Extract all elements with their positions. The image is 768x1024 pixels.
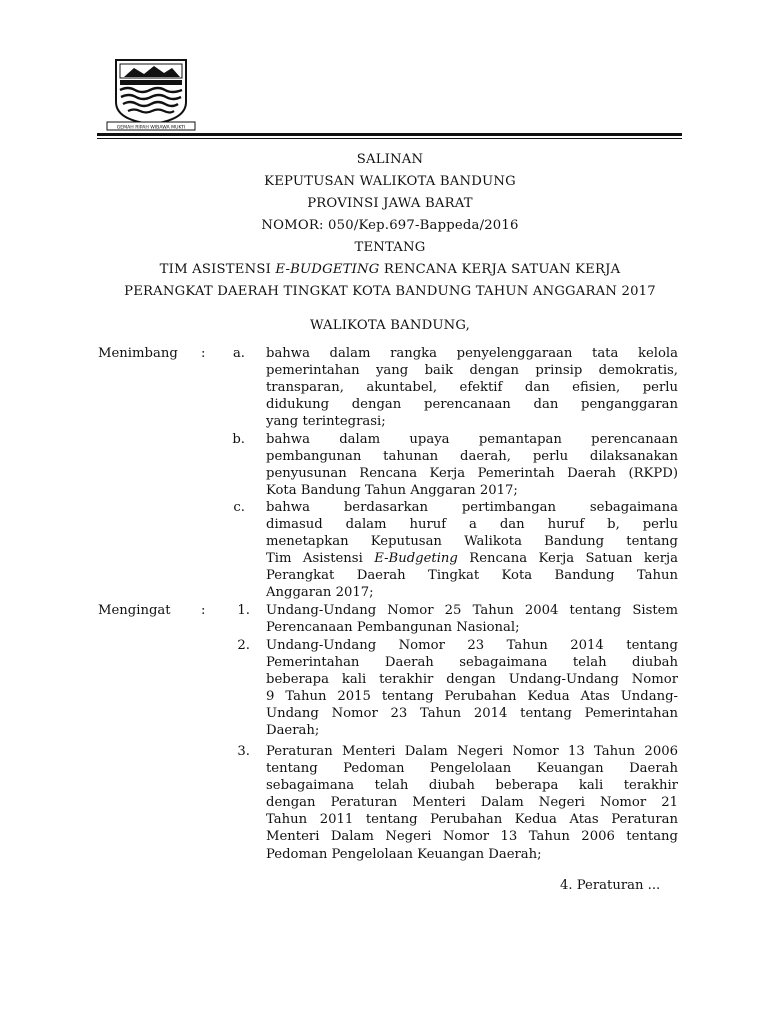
mengingat-label: Mengingat	[98, 603, 171, 618]
bandung-city-emblem-icon	[106, 56, 196, 132]
menimbang-marker-c: c.	[233, 500, 245, 515]
text-line: sebagaimana telah diubah beberapa kali terakhir	[266, 778, 678, 794]
text-line: Perangkat Daerah Tingkat Kota Bandung Tahun	[266, 568, 678, 584]
text-line: bahwa berdasarkan pertimbangan sebagaimana	[266, 500, 678, 515]
mengingat-item-2	[266, 637, 678, 740]
text-line: tentang Pedoman Pengelolaan Keuangan Daerah	[266, 761, 678, 777]
mengingat-marker-1: 1.	[237, 603, 250, 618]
decree-subject-line-2: PERANGKAT DAERAH TINGKAT KOTA BANDUNG TAHUN ANGGARAN 2017	[124, 284, 656, 299]
letterhead-rule-thin	[97, 138, 682, 139]
menimbang-label: Menimbang	[98, 346, 178, 361]
text-line: Pedoman Pengelolaan Keuangan Daerah;	[266, 846, 542, 862]
text-line: pembangunan tahunan daerah, perlu dilaksanakan	[266, 449, 678, 465]
text-line: Daerah;	[266, 723, 320, 739]
text-line-with-italic: Tim Asistensi E-Budgeting Rencana Kerja Satuan kerja	[266, 551, 678, 567]
mengingat-colon: :	[201, 603, 206, 618]
letterhead-rule-thick	[97, 133, 682, 136]
subject-text-italic: E-BUDGETING	[275, 262, 380, 277]
text-line: 9 Tahun 2015 tentang Perubahan Kedua Atas Undang-	[266, 689, 678, 705]
text-line: Anggaran 2017;	[266, 585, 374, 601]
text-line: Kota Bandung Tahun Anggaran 2017;	[266, 483, 518, 499]
text-line: dengan Peraturan Menteri Dalam Negeri Nomor 21	[266, 795, 678, 811]
text-line: beberapa kali terakhir dengan Undang-Undang Nomor	[266, 672, 678, 688]
text-line: Perencanaan Pembangunan Nasional;	[266, 620, 520, 636]
menimbang-colon: :	[201, 346, 206, 361]
tentang-label: TENTANG	[354, 240, 426, 255]
text-line: menetapkan Keputusan Walikota Bandung tentang	[266, 534, 678, 550]
text-line: Menteri Dalam Negeri Nomor 13 Tahun 2006 tentang	[266, 829, 678, 845]
menimbang-marker-a: a.	[232, 346, 245, 361]
mengingat-marker-2: 2.	[237, 638, 250, 653]
emblem-motto: GEMAH RIPAH WIBAWA MUKTI	[116, 125, 186, 131]
decree-subject-line-1	[90, 260, 690, 280]
text-line: penyusunan Rencana Kerja Pemerintah Daerah (RKPD)	[266, 466, 678, 482]
mengingat-item-1	[266, 602, 678, 636]
text-line: Undang Nomor 23 Tahun 2014 tentang Pemerintahan	[266, 706, 678, 722]
text-line: transparan, akuntabel, efektif dan efisien, perlu	[266, 380, 678, 396]
text-line: Pemerintahan Daerah sebagaimana telah diubah	[266, 655, 678, 671]
decree-title: KEPUTUSAN WALIKOTA BANDUNG	[264, 174, 516, 189]
mengingat-item-3	[266, 743, 678, 863]
mengingat-marker-3: 3.	[237, 744, 250, 759]
menimbang-item-c	[266, 499, 678, 602]
text-line: bahwa dalam upaya pemantapan perencanaan	[266, 432, 678, 447]
menimbang-item-a	[266, 345, 678, 430]
text-line: yang terintegrasi;	[266, 414, 386, 430]
text-line: Undang-Undang Nomor 23 Tahun 2014 tentang	[266, 638, 678, 653]
province-name: PROVINSI JAWA BARAT	[307, 196, 473, 211]
salinan-label: SALINAN	[356, 152, 424, 167]
text-line: pemerintahan yang baik dengan prinsip demokratis,	[266, 363, 678, 379]
text-line: Peraturan Menteri Dalam Negeri Nomor 13 Tahun 2006	[266, 744, 678, 759]
menimbang-item-b	[266, 431, 678, 499]
text-line: dimasud dalam huruf a dan huruf b, perlu	[266, 517, 678, 533]
decree-number: NOMOR: 050/Kep.697-Bappeda/2016	[261, 218, 519, 233]
text-line: didukung dengan perencanaan dan penganggaran	[266, 397, 678, 413]
walikota-heading: WALIKOTA BANDUNG,	[309, 318, 471, 333]
text-line: Undang-Undang Nomor 25 Tahun 2004 tentang Sistem	[266, 603, 678, 618]
text-line: bahwa dalam rangka penyelenggaraan tata kelola	[266, 346, 678, 361]
next-page-continuation: 4. Peraturan ...	[560, 878, 661, 893]
menimbang-marker-b: b.	[232, 432, 245, 447]
italic-term: E-Budgeting	[374, 551, 458, 567]
subject-text-a: TIM ASISTENSI	[159, 262, 276, 277]
subject-text-b: RENCANA KERJA SATUAN KERJA	[379, 262, 621, 277]
text-line: Tahun 2011 tentang Perubahan Kedua Atas Peraturan	[266, 812, 678, 828]
